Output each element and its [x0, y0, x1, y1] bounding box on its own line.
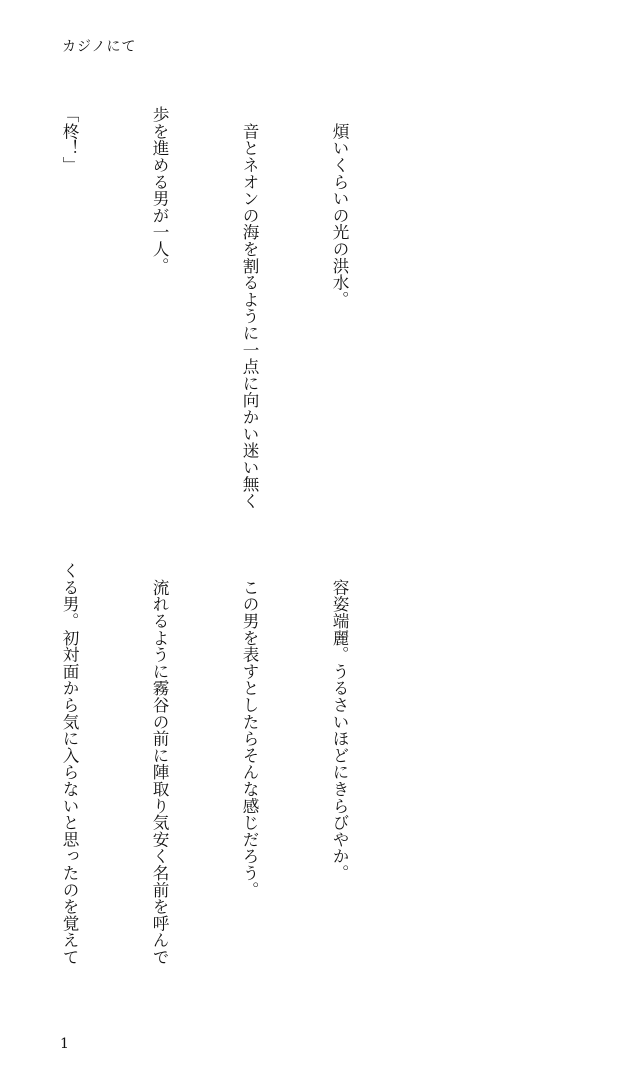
- text-line: 「柊！」: [60, 106, 79, 174]
- text-block-lower: [0, 562, 414, 1012]
- page-header-title: カジノにて: [62, 39, 137, 55]
- text-block-upper: [0, 106, 414, 536]
- text-line: くる男。初対面から気に入らないと思ったのを覚えて: [60, 562, 79, 966]
- text-line: 歩を進める男が一人。: [150, 106, 169, 274]
- text-line: 流れるように霧谷の前に陣取り気安く名前を呼んで: [150, 562, 169, 966]
- text-line: 煩いくらいの光の洪水。: [330, 106, 349, 308]
- text-line: 容姿端麗。うるさいほどにきらびやか。: [330, 562, 349, 882]
- text-line: 音とネオンの海を割るように一点に向かい迷い無く: [240, 106, 259, 510]
- page-number: 1: [60, 1036, 69, 1052]
- text-line: この男を表すとしたらそんな感じだろう。: [240, 562, 259, 898]
